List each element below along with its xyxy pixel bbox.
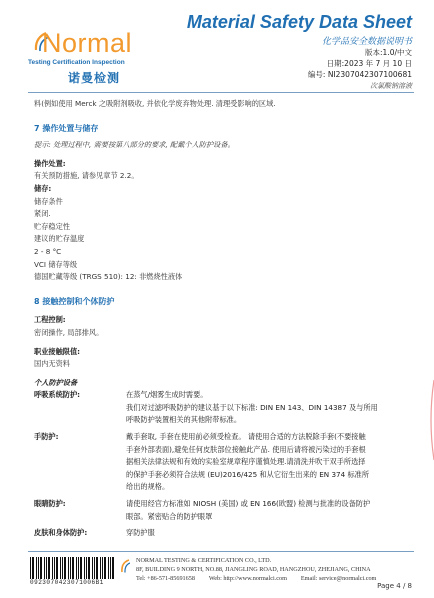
ppe-row-hand <box>34 431 414 494</box>
product-name: 次氯酸钠溶液 <box>370 82 412 90</box>
ppe-row-skin <box>34 527 414 540</box>
handling-label: 操作处置: <box>34 158 66 168</box>
handling-text: 有关预防措施, 请参见章节 2.2。 <box>34 171 139 181</box>
document-title: Material Safety Data Sheet <box>186 12 412 32</box>
ppe-row-line: 在蒸气/烟雾生成时需要。 <box>126 390 208 400</box>
document-date: 日期:2023 年 7 月 10 日 <box>326 59 412 68</box>
intro-text: 料(例如使用 Merck 之吸附剂吸收, 并依化学废弃物处理. 清理受影响的区域. <box>34 99 276 108</box>
footer-company-info <box>136 556 390 583</box>
storage-item: 建议的贮存温度 <box>34 234 85 244</box>
document-header <box>187 12 412 91</box>
ppe-row-line: 手套外部表面),避免任何皮肤部位接触此产品. 使用后请将被污染过的手套根 <box>126 444 366 454</box>
seal-edge-mark <box>428 380 434 460</box>
ppe-row-label: 手防护: <box>34 432 59 442</box>
storage-item: 紧闭. <box>34 209 51 219</box>
ppe-row-line: 请使用经官方标准如 NIOSH (美国) 或 EN 166(欧盟) 检测与批准的设备防护 <box>126 499 371 509</box>
footer-company: NORMAL TESTING & CERTIFICATION CO., LTD. <box>136 557 272 564</box>
document-number: 编号: NI2307042307100681 <box>307 70 412 79</box>
footer-address: 8F, BUILDING 9 NORTH, NO.88, JIANGLING ROAD, HANGZHOU, ZHEJIANG, CHINA <box>136 566 371 573</box>
ppe-row-line: 呼吸防护装置相关的其他附带标准。 <box>126 415 242 425</box>
document-subtitle: 化学品安全数据说明书 <box>321 37 412 47</box>
logo-tagline: Testing Certification Inspection <box>28 59 125 66</box>
ppe-row-line: 眼部。紧密贴合的防护眼罩 <box>126 511 213 521</box>
section-8-heading: 8 接触控制和个体防护 <box>34 296 115 306</box>
ppe-row-label: 眼睛防护: <box>34 499 66 509</box>
footer-tel: Tel: +86-571-85691658 <box>136 575 195 582</box>
ppe-row-line: 据相关法律法规和有效的实验室规章程序谨慎处理.请清洗并吹干双手所选择 <box>126 457 366 467</box>
engineering-control-text: 密闭操作, 局部排风。 <box>34 327 104 337</box>
storage-item: 德国贮藏等级 (TRGS 510): 12: 非燃烧性液体 <box>34 272 183 282</box>
storage-item: VCI 储存等级 <box>34 259 78 269</box>
company-logo <box>28 28 168 84</box>
ppe-row-label: 皮肤和身体防护: <box>34 528 88 538</box>
page-number: Page 4 / 8 <box>377 582 412 590</box>
footer-logo-icon <box>121 559 130 573</box>
document-version: 版本:1.0/中文 <box>365 48 412 57</box>
ppe-row-line: 给出的规格。 <box>126 482 170 492</box>
ppe-row-line: 的保护手套必须符合法规 (EU)2016/425 和从它衍生出来的 EN 374 标准所 <box>126 469 370 479</box>
ppe-row-line: 我们对过滤呼吸防护的建议基于以下标准: DIN EN 143、DIN 14387 及与所用 <box>126 402 378 412</box>
barcode-number: 0923070423071006B1 <box>30 579 104 586</box>
ppe-heading: 个人防护设备 <box>34 377 78 387</box>
storage-label: 储存: <box>34 183 52 193</box>
barcode <box>30 557 114 579</box>
section-7-heading: 7 操作处置与储存 <box>34 123 99 133</box>
storage-item: 储存条件 <box>34 196 63 206</box>
logo-wordmark: Normal <box>42 28 133 58</box>
engineering-control-label: 工程控制: <box>34 315 66 325</box>
storage-item: 2 - 8 °C <box>34 246 62 256</box>
section-7-advice: 提示: 处理过程中, 需要按第八部分的要求, 配戴个人防护设备。 <box>34 140 235 150</box>
footer-divider <box>28 551 414 552</box>
exposure-limit-label: 职业接触限值: <box>34 346 80 356</box>
ppe-row-line: 穿防护服 <box>126 528 155 538</box>
ppe-row-eye <box>34 498 414 523</box>
footer-web[interactable]: Web: http://www.normalci.com <box>208 575 287 582</box>
logo-chinese-name: 诺曼检测 <box>68 71 121 85</box>
header-divider <box>28 92 414 93</box>
ppe-row-respiratory <box>34 389 414 427</box>
storage-item: 贮存稳定性 <box>34 221 70 231</box>
ppe-row-label: 呼吸系统防护: <box>34 390 80 400</box>
exposure-limit-text: 国内无资料 <box>34 359 70 369</box>
footer-email[interactable]: Email: service@normalci.com <box>300 575 377 582</box>
ppe-row-line: 戴手套取, 手套在使用前必须受检查。 请使用合适的方法脱除手套(不要接触 <box>126 432 366 442</box>
document-body <box>34 98 414 540</box>
